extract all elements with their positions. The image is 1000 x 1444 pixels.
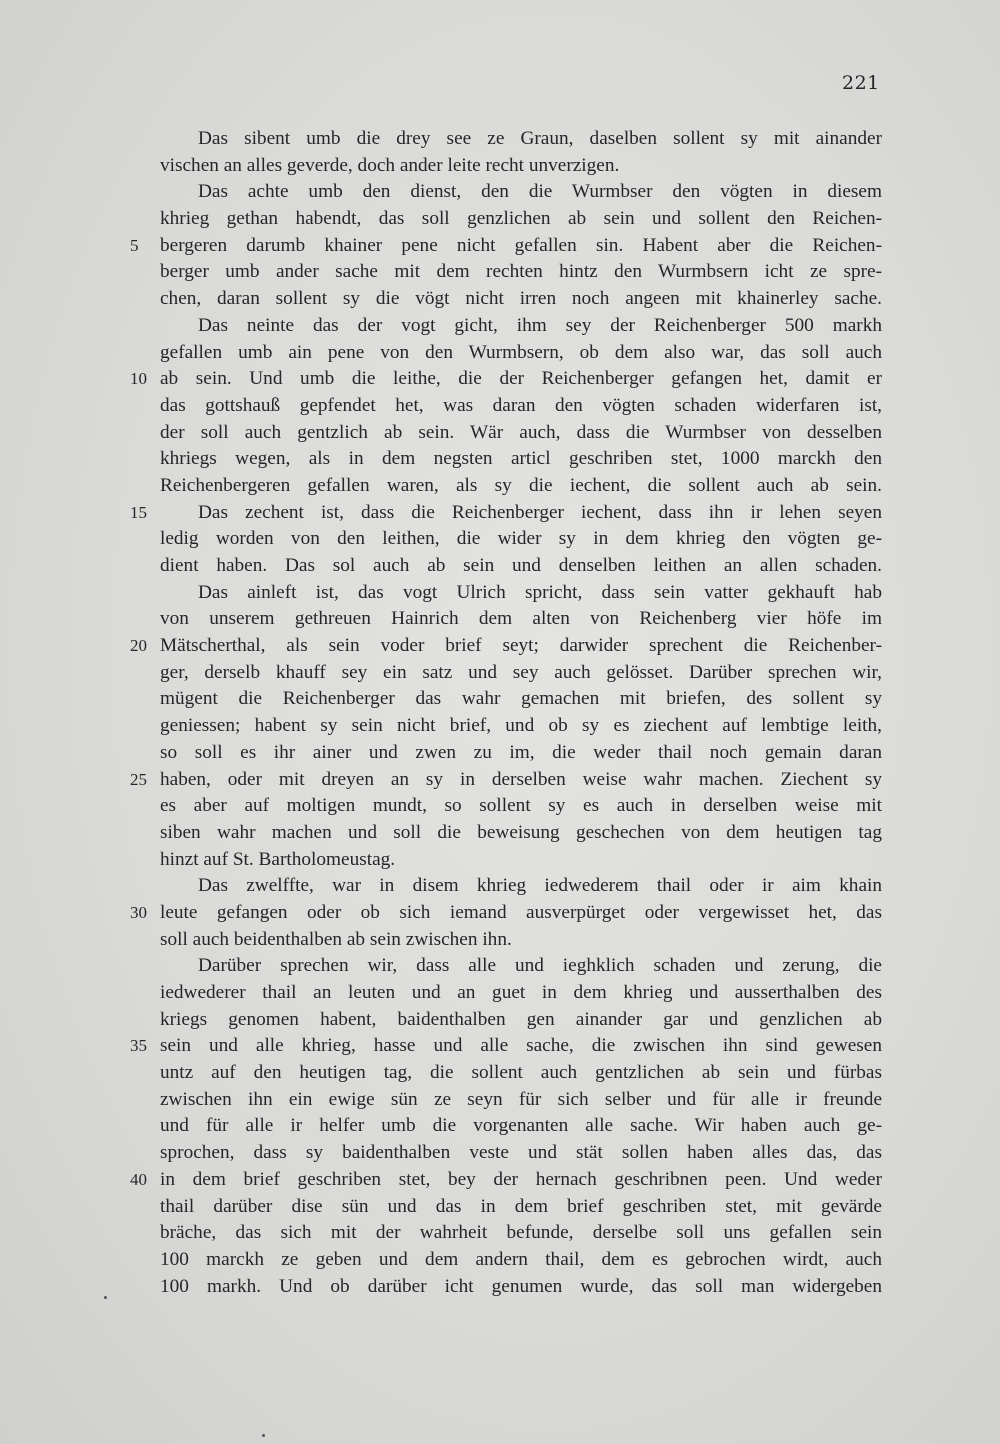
line-text: geniessen; habent sy sein nicht brief, und ob sy es ziechent auf lembtige leith, <box>160 715 882 737</box>
line-text: khrieg gethan habendt, das soll genzlichen ab sein und sollent den Reichen- <box>160 208 882 230</box>
line-text: Darüber sprechen wir, dass alle und ieghklich schaden und zerung, die <box>198 955 882 977</box>
text-line <box>130 1167 882 1194</box>
line-text: iedwederer thail an leuten und an guet in dem khrieg und ausserthalben des <box>160 982 882 1003</box>
text-line <box>160 1274 882 1301</box>
line-text: bergeren darumb khainer pene nicht gefallen sin. Habent aber die Reichen- <box>160 234 882 256</box>
text-line <box>160 153 882 180</box>
line-text: chen, daran sollent sy die vögt nicht irren noch angeen mit khainerley sache. <box>160 288 882 310</box>
text-line <box>160 1247 882 1274</box>
line-text: von unserem gethreuen Hainrich dem alten von Reichenberg vier höfe im <box>160 608 882 630</box>
text-line <box>160 606 882 633</box>
text-line <box>160 446 882 473</box>
line-text: in dem brief geschriben stet, bey der hernach geschribnen peen. Und weder <box>160 1168 882 1190</box>
line-text: Reichenbergeren gefallen waren, als sy die iechent, die sollent auch ab sein. <box>160 474 882 496</box>
text-line <box>160 1220 882 1247</box>
line-text: ab sein. Und umb die leithe, die der Reichenberger gefangen het, damit er <box>160 368 882 390</box>
line-text: 100 marckh ze geben und dem andern thail, dem es gebrochen wirdt, auch <box>160 1248 882 1270</box>
text-line <box>160 580 882 607</box>
text-line <box>160 713 882 740</box>
line-text: soll auch beidenthalben ab sein zwischen ihn. <box>160 928 512 950</box>
line-text: kriegs genomen habent, baidenthalben gen ainander gar und genzlichen ab <box>160 1008 882 1030</box>
body-text <box>130 126 882 1300</box>
line-text: ger, derselb khauff sey ein satz und sey auch gelösset. Darüber sprechen wir, <box>160 661 882 683</box>
line-text: Mätscherthal, als sein voder brief seyt; darwider sprechent die Reichenber- <box>160 635 882 657</box>
line-text: so soll es ihr ainer und zwen zu im, die weder thail noch gemain daran <box>160 741 882 763</box>
line-text: 100 markh. Und ob darüber icht genumen wurde, das soll man widergeben <box>160 1275 882 1297</box>
line-text: leute gefangen oder ob sich iemand ausverpürget oder vergewisset het, das <box>160 901 882 923</box>
line-number: 20 <box>130 636 147 656</box>
text-line <box>160 526 882 553</box>
text-line <box>130 900 882 927</box>
text-line <box>160 553 882 580</box>
text-line <box>130 1033 882 1060</box>
line-number: 10 <box>130 369 147 389</box>
line-text: berger umb ander sache mit dem rechten hintz den Wurmbsern icht ze spre- <box>160 261 882 283</box>
line-text: Das ainleft ist, das vogt Ulrich spricht, dass sein vatter gekhauft hab <box>198 581 882 603</box>
text-line <box>160 820 882 847</box>
line-text: mügent die Reichenberger das wahr gemachen mit briefen, des sollent sy <box>160 688 882 710</box>
text-line <box>160 847 882 874</box>
line-text: ledig worden von den leithen, die wider sy in dem khrieg den vögten ge- <box>160 528 882 550</box>
line-text: bräche, das sich mit der wahrheit befunde, derselbe soll uns gefallen sein <box>160 1222 882 1244</box>
text-line <box>160 313 882 340</box>
line-text: sprochen, dass sy baidenthalben veste und stät sollen haben alles das, das <box>160 1142 882 1164</box>
text-line <box>160 660 882 687</box>
text-line <box>130 633 882 660</box>
paper-speck <box>104 1296 107 1299</box>
line-text: Das sibent umb die drey see ze Graun, daselben sollent sy mit ainander <box>198 128 882 149</box>
line-text: Das neinte das der vogt gicht, ihm sey der Reichenberger 500 markh <box>198 314 882 336</box>
line-number: 25 <box>130 769 147 789</box>
text-line <box>160 927 882 954</box>
line-text: Das zechent ist, dass die Reichenberger iechent, dass ihn ir lehen seyen <box>198 501 882 523</box>
line-text: untz auf den heutigen tag, die sollent auch gentzlichen ab sein und fürbas <box>160 1062 882 1084</box>
text-line <box>160 340 882 367</box>
line-number: 5 <box>130 235 139 255</box>
text-line <box>160 793 882 820</box>
text-line <box>160 259 882 286</box>
line-number: 35 <box>130 1036 147 1056</box>
text-line <box>160 1060 882 1087</box>
page-number: 221 <box>842 72 880 94</box>
line-text: khriegs wegen, als in dem negsten articl geschriben stet, 1000 marckh den <box>160 448 882 470</box>
line-text: haben, oder mit dreyen an sy in derselben weise wahr machen. Ziechent sy <box>160 768 882 790</box>
paper-speck <box>262 1434 265 1437</box>
text-line <box>160 953 882 980</box>
line-number: 30 <box>130 902 147 922</box>
line-text: sein und alle khrieg, hasse und alle sache, die zwischen ihn sind gewesen <box>160 1035 882 1057</box>
text-line <box>160 740 882 767</box>
text-line <box>160 1007 882 1034</box>
line-text: dient haben. Das sol auch ab sein und denselben leithen an allen schaden. <box>160 555 882 576</box>
line-text: Das zwelffte, war in disem khrieg iedwederem thail oder ir aim khain <box>198 875 882 897</box>
line-text: hinzt auf St. Bartholomeustag. <box>160 848 396 870</box>
text-line <box>160 393 882 420</box>
line-text: und für alle ir helfer umb die vorgenanten alle sache. Wir haben auch ge- <box>160 1115 882 1137</box>
text-line <box>130 366 882 393</box>
line-number: 40 <box>130 1169 147 1189</box>
text-line <box>160 473 882 500</box>
text-line <box>160 126 882 153</box>
text-line <box>160 420 882 447</box>
line-number: 15 <box>130 502 147 522</box>
line-text: zwischen ihn ein ewige sün ze seyn für sich selber und für alle ir freunde <box>160 1088 882 1110</box>
line-text: thail darüber dise sün und das in dem brief geschriben stet, mit gevärde <box>160 1195 882 1217</box>
line-text: das gottshauß gepfendet het, was daran den vögten schaden widerfaren ist, <box>160 394 882 416</box>
text-line <box>130 500 882 527</box>
text-line <box>160 873 882 900</box>
text-line <box>160 1140 882 1167</box>
text-line <box>160 1194 882 1221</box>
line-text: vischen an alles geverde, doch ander leite recht unverzigen. <box>160 154 620 176</box>
text-line <box>160 1087 882 1114</box>
line-text: der soll auch gentzlich ab sein. Wär auch, dass die Wurmbser von desselben <box>160 421 882 443</box>
line-text: es aber auf moltigen mundt, so sollent sy es auch in derselben weise mit <box>160 795 882 817</box>
text-line <box>160 206 882 233</box>
text-line <box>130 233 882 260</box>
text-line <box>160 686 882 713</box>
line-text: siben wahr machen und soll die beweisung geschechen von dem heutigen tag <box>160 821 882 843</box>
text-line <box>130 767 882 794</box>
line-text: gefallen umb ain pene von den Wurmbsern, ob dem also war, das soll auch <box>160 341 882 363</box>
line-text: Das achte umb den dienst, den die Wurmbser den vögten in diesem <box>198 181 882 203</box>
text-line <box>160 286 882 313</box>
text-line <box>160 179 882 206</box>
text-line <box>160 1113 882 1140</box>
text-line <box>160 980 882 1007</box>
